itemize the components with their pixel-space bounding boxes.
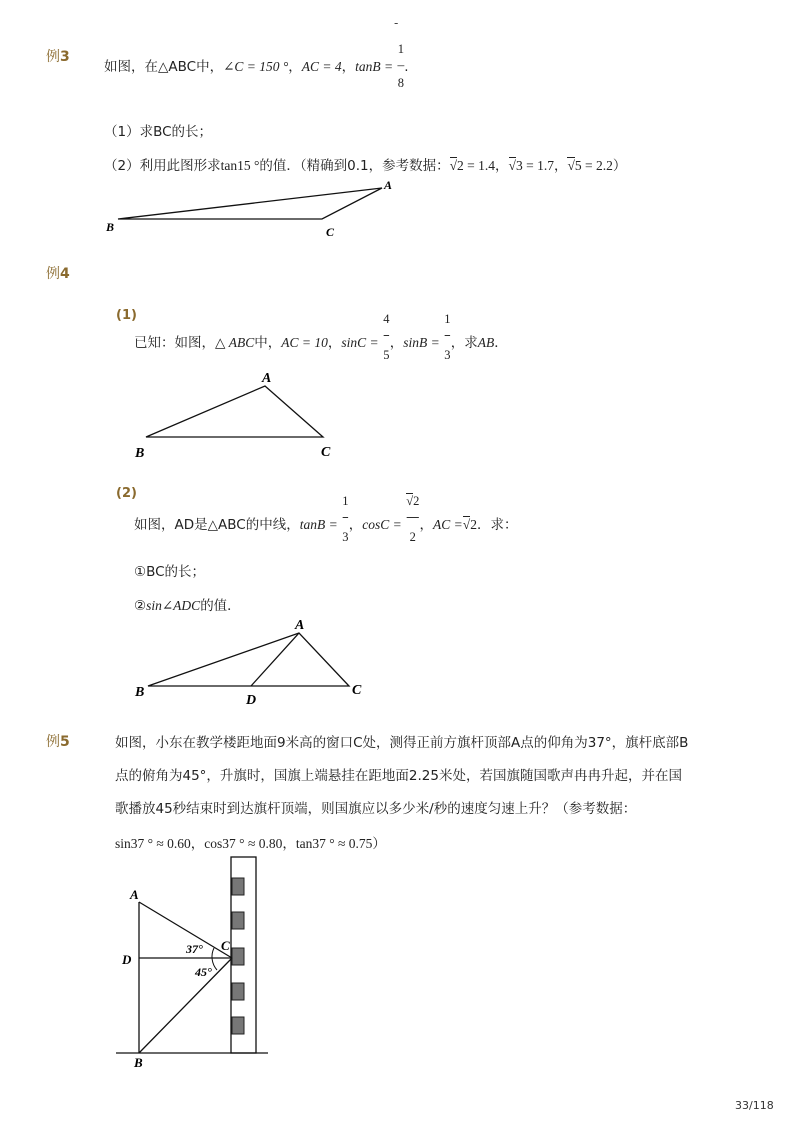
triangle-abc [118, 188, 382, 219]
fraction-bar: – [443, 327, 451, 343]
stem-text: 如图，在 [104, 59, 158, 75]
vertex-b-label: B [106, 220, 115, 234]
fraction-denominator: 2 [409, 530, 416, 544]
stem-triangle: △ABC中， [158, 59, 224, 75]
angle-45-label: 45° [195, 965, 212, 979]
stem-zh: 中， [254, 335, 282, 351]
part-1-label: (1) [116, 308, 137, 323]
example-3-question-2: （2）利用此图形求tan15 °的值．（精确到0.1，参考数据：√2 = 1.4，√3 = 1.7，√5 = 2.2） [104, 158, 627, 174]
window [232, 1017, 244, 1034]
part-2-question-2 [134, 594, 241, 614]
ab-expression: AB [477, 335, 495, 350]
fraction-numerator: √2 [406, 494, 420, 508]
fraction-bar: — [406, 509, 420, 525]
sinb-fraction [443, 312, 451, 362]
vertex-c-label: C [321, 445, 331, 460]
example-tag-number: 4 [60, 266, 70, 282]
window [232, 983, 244, 1000]
vertex-a-label: A [295, 618, 305, 633]
fraction [397, 42, 405, 90]
example-4-tag [46, 263, 70, 283]
tan-label: tanB = [355, 59, 394, 74]
window [232, 912, 244, 929]
ac-label: AC = [433, 517, 463, 532]
cosc-label: cosC = [362, 517, 402, 532]
fraction-denominator: 3 [342, 530, 349, 544]
ac-expression: AC = 4 [301, 59, 342, 74]
vertex-a-label: A [262, 371, 272, 386]
example-3-question-1: （1）求BC的长； [104, 124, 213, 140]
triangle-abc [146, 386, 323, 437]
sight-line-cb [139, 958, 232, 1053]
vertex-b-label: B [135, 685, 145, 700]
part-2-label: (2) [116, 486, 137, 501]
sqrt-3-value: √3 = 1.7 [508, 158, 554, 173]
example-tag-number: 3 [60, 49, 70, 65]
example-tag-char: 例 [46, 266, 60, 282]
sin-adc: sin∠ADC [146, 598, 201, 613]
example-5-reference: sin37 ° ≈ 0.60，cos37 ° ≈ 0.80，tan37 ° ≈ 0.75） [115, 836, 386, 851]
point-a-label: A [130, 887, 139, 902]
stem-end: ． [494, 335, 508, 351]
fraction-numerator: 4 [383, 312, 390, 326]
tanb-fraction [341, 494, 349, 544]
vertex-b-label: B [135, 446, 145, 461]
q2-end: ） [612, 158, 627, 174]
example-3-figure [100, 178, 400, 242]
fraction-bar: – [397, 57, 405, 72]
sqrt-5-value: √5 = 2.2 [567, 158, 613, 173]
example-5-tag [46, 731, 70, 751]
page-number: 33/118 [735, 1099, 774, 1112]
fraction-denominator: 5 [383, 348, 390, 362]
q2-tan: tan15 ° [220, 158, 260, 173]
sinc-label: sinC = [341, 335, 379, 350]
example-tag-char: 例 [46, 734, 60, 750]
window [232, 948, 244, 965]
triangle-abc [148, 633, 349, 686]
stem-prefix: 如图，AD是△ABC的中线， [134, 517, 300, 533]
example-5-line-2: 点的俯角为45°，升旗时，国旗上端悬挂在距地面2.25米处，若国旗随国歌声冉冉升起，并在国 [115, 768, 682, 784]
part-2-question-1: ①BC的长； [134, 564, 206, 580]
fraction-bar: – [382, 327, 390, 343]
fraction-numerator: 1 [397, 42, 404, 56]
ask-text: ，求 [450, 335, 478, 351]
ask-text: ．求： [476, 517, 518, 533]
sinb-label: sinB = [403, 335, 440, 350]
example-3-tag [46, 46, 70, 66]
ac-expression: AC = 10 [281, 335, 328, 350]
stem-end: . [404, 59, 409, 75]
sqrt-2-value: √2 = 1.4 [449, 158, 496, 173]
point-c-label: C [221, 938, 230, 953]
part-2-figure [128, 614, 378, 710]
window [232, 878, 244, 895]
vertex-d-label: D [246, 693, 257, 708]
angle-37-label: 37° [186, 942, 203, 956]
part-1-figure [128, 366, 348, 462]
vertex-a-label: A [384, 178, 393, 192]
point-b-label: B [134, 1055, 143, 1070]
angle-expression: ∠C = 150 ° [223, 59, 289, 74]
example-tag-number: 5 [60, 734, 70, 750]
angle-arc [212, 948, 217, 970]
q2-mid: 的值．（精确到0.1，参考数据： [259, 158, 450, 174]
vertex-c-label: C [352, 683, 362, 698]
part-1-stem: 已知：如图，△ ABC中，AC = 10，sinC = 4 – 5 ，sinB = 1 – 3 ，求AB． [134, 312, 508, 362]
fraction-denominator: 3 [444, 348, 451, 362]
example-tag-char: 例 [46, 49, 60, 65]
fraction-denominator: 8 [397, 76, 404, 90]
example-5-line-3: 歌播放45秒结束时到达旗杆顶端，则国旗应以多少米/秒的速度匀速上升？（参考数据： [115, 801, 637, 817]
tanb-label: tanB = [299, 517, 338, 532]
header-mark: - [394, 16, 399, 30]
fraction-numerator: 1 [444, 312, 451, 326]
example-5-line-1: 如图，小东在教学楼距地面9米高的窗口C处，测得正前方旗杆顶部A点的仰角为37°，旗杆底部B [115, 735, 689, 751]
point-d-label: D [122, 952, 132, 967]
fraction-bar: – [341, 509, 349, 525]
part-2-stem: 如图，AD是△ABC的中线，tanB = 1 – 3 ，cosC = √2 — 2 ，AC =√2．求： [134, 494, 518, 544]
sinc-fraction [382, 312, 390, 362]
triangle-name: △ ABC [215, 335, 255, 350]
vertex-c-label: C [326, 225, 335, 239]
example-5-figure [110, 852, 280, 1074]
cosc-fraction [406, 494, 420, 544]
ac-value: √2 [462, 517, 477, 532]
q2-end: 的值． [200, 598, 241, 614]
q2-prefix: （2）利用此图形求 [104, 158, 221, 174]
q2-prefix: ② [134, 598, 147, 614]
example-3-stem: 如图，在△ABC中，∠C = 150 °，AC = 4，tanB = 1 – 8 . [104, 42, 409, 90]
stem-prefix: 已知：如图， [134, 335, 215, 351]
fraction-numerator: 1 [342, 494, 349, 508]
